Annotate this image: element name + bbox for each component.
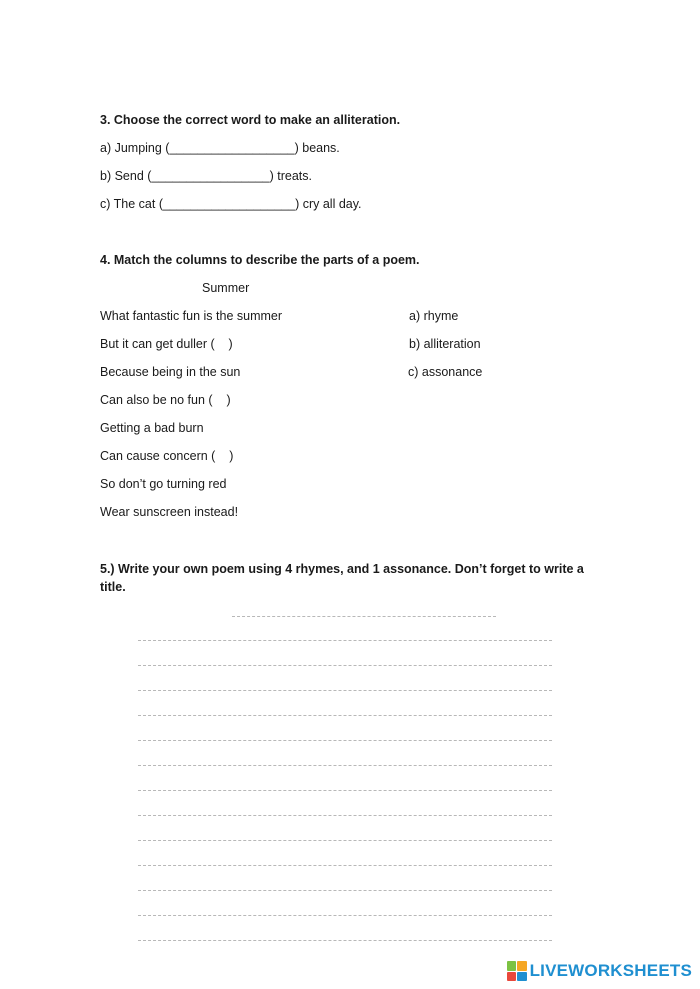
logo-badge-icon (507, 961, 527, 981)
q3-item-b: b) Send (_________________) treats. (100, 169, 312, 183)
writing-line[interactable] (138, 865, 552, 866)
poem-line: Can also be no fun ( ) (100, 393, 231, 407)
logo-square-icon (507, 972, 517, 982)
logo-square-icon (517, 961, 527, 971)
writing-line[interactable] (138, 640, 552, 641)
poem-title: Summer (202, 281, 250, 295)
poem-line: Wear sunscreen instead! (100, 505, 239, 519)
q5-heading: 5.) Write your own poem using 4 rhymes, and 1 assonance. Don’t forget to write a title. (100, 562, 584, 594)
writing-line[interactable] (138, 665, 552, 666)
writing-line[interactable] (138, 915, 552, 916)
poem-line: Can cause concern ( ) (100, 449, 234, 463)
q3-heading: 3. Choose the correct word to make an alliteration. (100, 113, 401, 127)
match-option-rhyme: a) rhyme (409, 309, 459, 323)
writing-line[interactable] (138, 815, 552, 816)
writing-line[interactable] (138, 790, 552, 791)
logo-square-icon (507, 961, 517, 971)
q3-item-a: a) Jumping (__________________) beans. (100, 141, 340, 155)
poem-title-line[interactable] (232, 616, 496, 617)
writing-line[interactable] (138, 840, 552, 841)
writing-line[interactable] (138, 740, 552, 741)
poem-line: So don’t go turning red (100, 477, 227, 491)
poem-line: Getting a bad burn (100, 421, 204, 435)
logo-square-icon (517, 972, 527, 982)
writing-line[interactable] (138, 765, 552, 766)
liveworksheets-logo (507, 959, 692, 983)
poem-line: What fantastic fun is the summer (100, 309, 283, 323)
match-option-alliteration: b) alliteration (409, 337, 481, 351)
q4-heading: 4. Match the columns to describe the parts of a poem. (100, 253, 420, 267)
poem-line: Because being in the sun (100, 365, 241, 379)
writing-line[interactable] (138, 715, 552, 716)
writing-line[interactable] (138, 890, 552, 891)
match-option-assonance: c) assonance (408, 365, 483, 379)
logo-text: LIVEWORKSHEETS (529, 961, 692, 980)
poem-line: But it can get duller ( ) (100, 337, 233, 351)
writing-line[interactable] (138, 690, 552, 691)
writing-line[interactable] (138, 940, 552, 941)
q3-item-c: c) The cat (___________________) cry all day. (100, 197, 362, 211)
